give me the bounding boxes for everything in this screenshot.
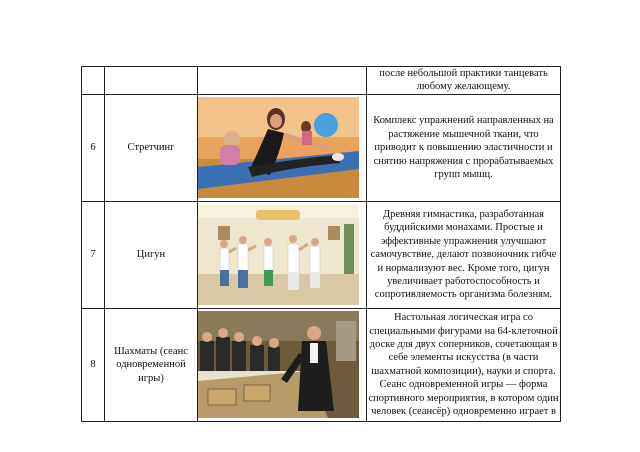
activity-name: Шахматы (сеанс одновременной игры) — [105, 308, 198, 421]
activities-table — [81, 66, 561, 422]
activity-description: Настольная логическая игра со специальными фигурами на 64-клеточной доске для двух соперников, сочетающая в себе элементы искусства (в части шахматной композиции), науки и спорта. Сеанс одновременной игры — форма спортивного мероприятия, в котором один человек (сеансёр) одновременно играет в — [367, 308, 561, 421]
table-row — [82, 67, 561, 95]
photo-cell — [198, 67, 367, 95]
activity-name: Стретчинг — [105, 94, 198, 201]
table-row — [82, 94, 561, 201]
activity-description: после небольшой практики танцевать любому желающему. — [367, 67, 561, 95]
chess-simul-photo — [198, 311, 359, 418]
stretching-photo — [198, 97, 359, 198]
activity-description: Древняя гимнастика, разработанная буддийскими монахами. Простые и эффективные упражнения улучшают самочувствие, делают позвоночник гибче и нормализуют вес. Кроме того, цигун увеличивает работоспособность и сопротивляемость организма болезням. — [367, 201, 561, 308]
row-number: 6 — [82, 94, 105, 201]
row-number — [82, 67, 105, 95]
row-number: 7 — [82, 201, 105, 308]
activity-description: Комплекс упражнений направленных на растяжение мышечной ткани, что приводит к повышению эластичности и снятию напряжения с прорабатываемых групп мышц. — [367, 94, 561, 201]
row-number: 8 — [82, 308, 105, 421]
table-row — [82, 201, 561, 308]
activity-name: Цигун — [105, 201, 198, 308]
qigong-photo — [198, 204, 359, 305]
activity-name — [105, 67, 198, 95]
photo-cell — [198, 94, 367, 201]
photo-cell — [198, 308, 367, 421]
photo-cell — [198, 201, 367, 308]
table-row — [82, 308, 561, 421]
